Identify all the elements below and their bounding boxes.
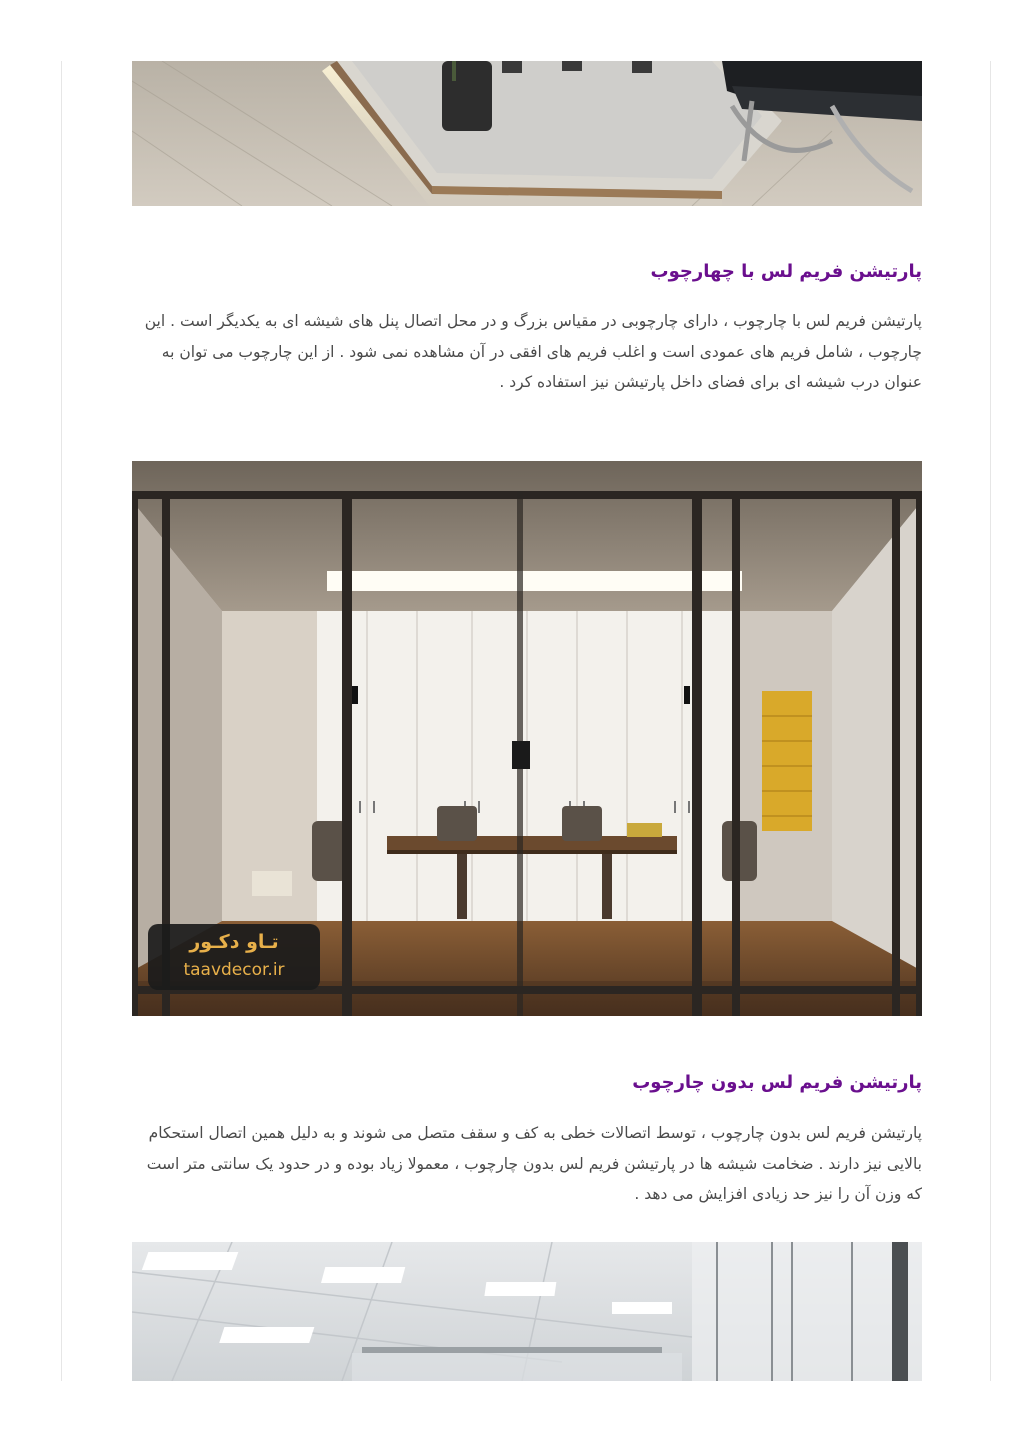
office-floor-photo [132,61,922,206]
section-heading-without-frame: پارتیشن فریم لس بدون چارچوب [632,1072,922,1093]
watermark-latin: taavdecor.ir [183,960,285,980]
glass-partition-meeting-room-photo [132,461,922,1016]
section-paragraph-without-frame: پارتیشن فریم لس بدون چارچوب ، توسط اتصالات خطی به کف و سقف متصل می شوند و به دلیل همین اتصال استحکام بالایی نیز دارند . ضخامت شیشه ها در پارتیشن فریم لس بدون چارچوب ، معمولا زیاد بوده و در حدود یک سانتی متر است که وزن آن را نیز حد زیادی افزایش می دهد . [146,1124,922,1203]
section-paragraph-with-frame: پارتیشن فریم لس با چارچوب ، دارای چارچوبی در مقیاس بزرگ و در محل اتصال پنل های شیشه ای به یکدیگر است . این چارچوب ، شامل فریم های عمودی است و اغلب فریم های افقی در آن مشاهده نمی شود . از این چارچوب می توان به عنوان درب شیشه ای برای فضای داخل پارتیشن نیز استفاده کرد . [144,312,922,391]
frameless-glass-office-photo [132,1242,922,1381]
section-heading-with-frame: پارتیشن فریم لس با چهارچوب [650,261,922,282]
watermark-persian: تـاو دکـور [189,931,279,953]
